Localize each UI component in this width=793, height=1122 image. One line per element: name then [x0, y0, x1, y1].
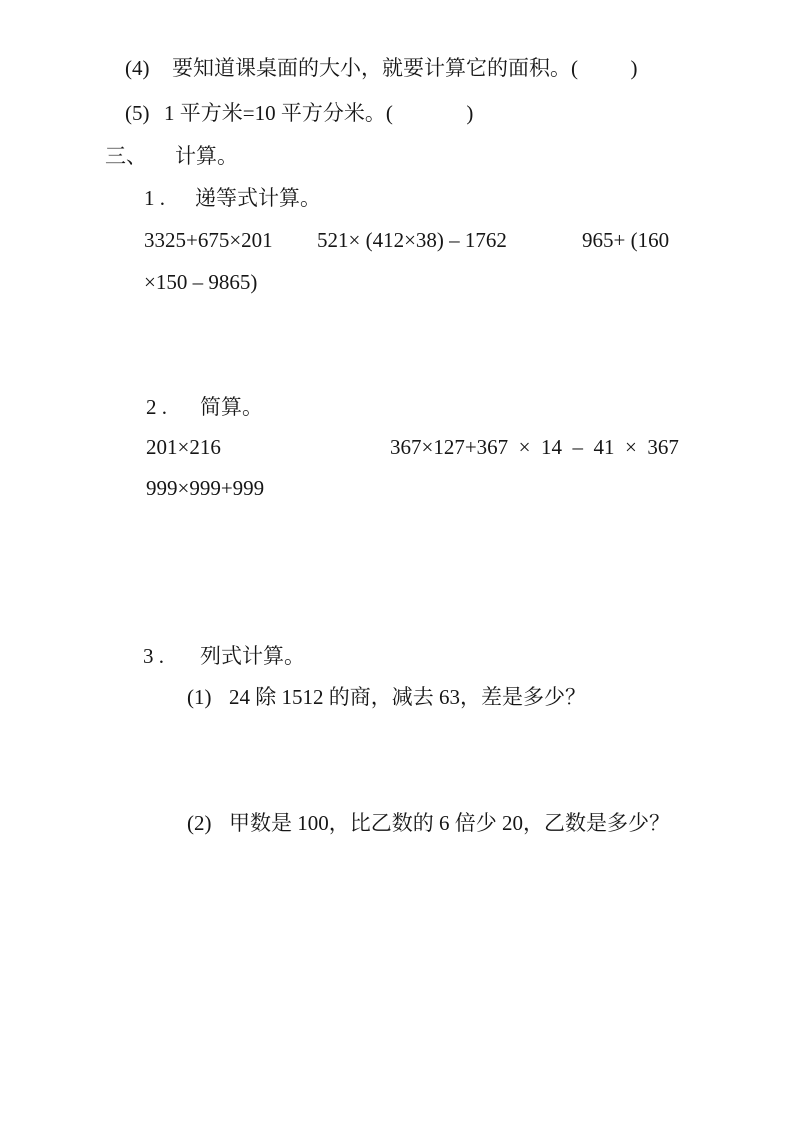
section-3-title: 计算。	[175, 144, 238, 168]
subsection-1-number: 1 .	[144, 186, 165, 210]
section-3-heading	[0, 141, 793, 171]
section-3-label: 三、	[105, 144, 147, 168]
judge-item-4	[0, 53, 793, 83]
judge-item-4-answer-blank: ( )	[571, 56, 638, 80]
expression-3-part1: 965+ (160	[582, 228, 670, 252]
expression-5: 367×127+367 × 14 – 41 × 367	[390, 435, 679, 459]
word-problem-2-number: (2)	[187, 811, 212, 835]
judge-item-5	[0, 98, 793, 128]
judge-item-5-body	[164, 98, 473, 128]
subsection-3-number: 3 .	[143, 644, 164, 668]
subsection-2-heading	[0, 392, 793, 422]
word-problem-2-text: 甲数是 100，比乙数的 6 倍少 20，乙数是多少？	[229, 811, 670, 835]
judge-item-5-text: 1 平方米=10 平方分米。	[164, 101, 386, 125]
subsection-3-heading	[0, 641, 793, 671]
expression-2: 521× (412×38) – 1762	[317, 228, 507, 252]
subsection-2-title: 简算。	[200, 395, 263, 419]
subsection-2-number: 2 .	[146, 395, 167, 419]
judge-item-4-body	[172, 53, 638, 83]
word-problem-1-text: 24 除 1512 的商，减去 63，差是多少？	[229, 685, 586, 709]
subsection-1-expression-wrap	[0, 267, 793, 297]
word-problem-2	[0, 808, 793, 838]
subsection-2-expression-wrap	[0, 473, 793, 503]
word-problem-1	[0, 682, 793, 712]
subsection-3-title: 列式计算。	[200, 644, 305, 668]
subsection-1-expression-row	[0, 225, 793, 255]
expression-6: 999×999+999	[146, 476, 265, 500]
expression-3-part2: ×150 – 9865)	[144, 270, 258, 294]
subsection-1-title: 递等式计算。	[195, 186, 321, 210]
subsection-2-expression-row	[0, 432, 793, 462]
judge-item-4-text: 要知道课桌面的大小，就要计算它的面积。	[172, 56, 571, 80]
judge-item-5-answer-blank: ( )	[385, 101, 474, 125]
expression-1: 3325+675×201	[144, 228, 273, 252]
word-problem-1-number: (1)	[187, 685, 212, 709]
judge-item-4-number: (4)	[125, 56, 150, 80]
subsection-1-heading	[0, 183, 793, 213]
judge-item-5-number: (5)	[125, 101, 150, 125]
expression-4: 201×216	[146, 435, 221, 459]
